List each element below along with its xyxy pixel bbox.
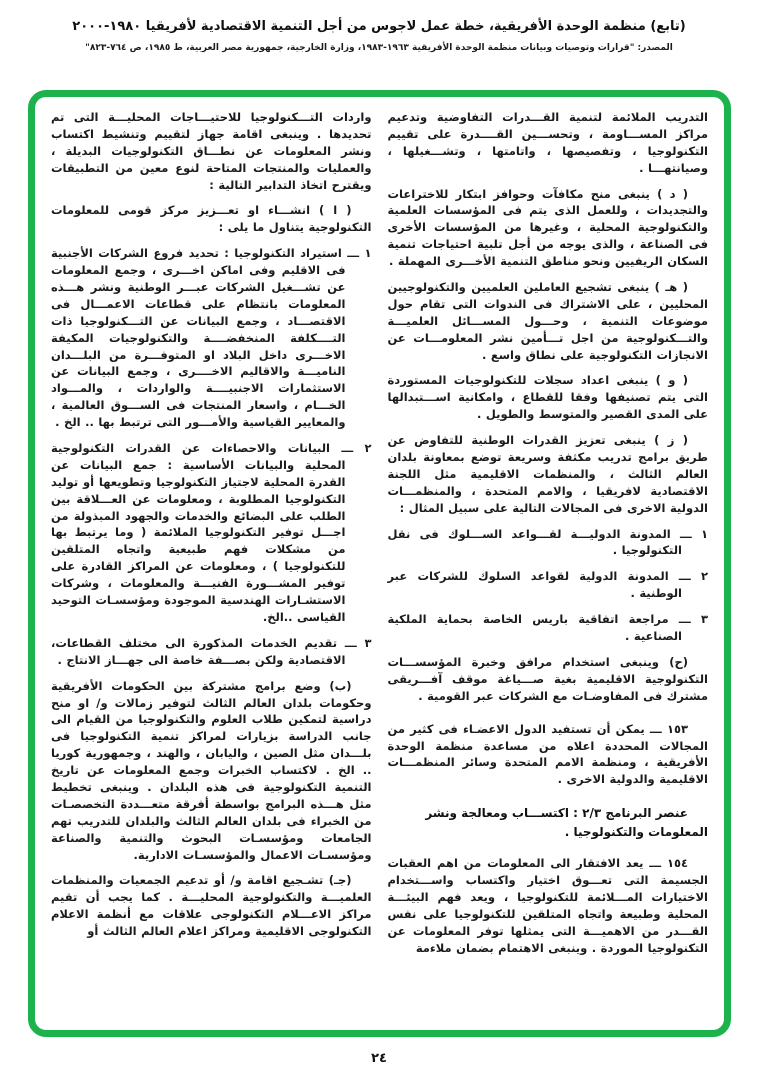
paragraph-continuation-left: واردات التـــكنولوجيا للاحتيـــاجات المحليـــة التى تم تحديدها . وينبغى اقامة جهاز لتقييم وتنشيط اكتساب ونشر المعلومات عن نطـــاق التكنولوجيات البديلة ، والعمليات والمنتجات المتاحة لنوع معين من التطبيقات ويقترح اتخاذ التدابير التالية : [51,110,372,192]
page-number: ٢٤ [371,1051,387,1066]
column-left [51,109,372,1030]
numbered-item-2-left: ٢ ـــ البيانات والاحصاءات عن القدرات التكنولوجية المحلية والبيانات الأساسية : جمع البيانات عن القدرة المحلية لاجتياز التكنولوجيا وتطويعها أو توليد التكنولوجيا المطلوبة ، ومعلومات عن العـــلاقة بين الطلب على البضائع والخدمات والجهود المبذولة من اجـــل توفير التكنولوجيا الملائمة ( وما يرتبط بها من مشكلات فهم طبيعية واتجاه المتلقين للتكنولوجيا ) ، ومعلومات عن المراكز القادرة على توفير المشـــورة الفنيـــة والمعلومات ، وشركات الاستشـارات الهندسية الموجودة ومؤسسـات التوحيد القياسى ..الخ. [51,441,372,624]
paragraph-item-b: (ب) وضع برامج مشتركة بين الحكومات الأفريقية وحكومات بلدان العالم الثالث لتوفير زمالات و/ او منح دراسية لتمكين طلاب العلوم والتكنولوجيا من القيام الى جانب الدراسة بزيارات لمراكز تنمية التكنولوجيا فى بلـــدان مثل الصين ، واليابان ، والهند ، وجمهورية كوريا .. الخ . لاكتساب الخبرات وجمع المعلومات عن تاريخ التنمية التكنولوجية فى هذه البلدان . وينبغى تخطيط مثل هـــذه البرامج بواسطة أفرقة متعـــددة التخصصـات من الخبراء فى بلدان العالم الثالث والبلدان للتدريب تهم الجامعات ومؤسسـات البحوث والتنمية والصناعة ومؤسسـات الاعمال والمؤسسـات الادارية. [51,678,372,862]
paragraph-item-z: ( ز ) ينبغى تعزيز القدرات الوطنية للتفاوض عن طريق برامج تدريب مكثفة وسريعة توضع بمعاونة بلدان العالم الثالث ، والمنظمات الاقليمية مثل اللجنة الاقتصادية لافريقيا ، والامم المتحدة ، والمنظمـــات الدولية الاخرى فى المجالات التالية على سبيل المثال : [387,433,708,515]
paragraph-item-j: (جـ) تشـجيع اقامة و/ أو تدعيم الجمعيات والمنظمات العلميـــة والتكنولوجية المحليـــة . كما يجب أن تقيم مراكز الاعـــلام التكنولوجى علاقات مع أنظمة الاعلام التكنولوجى الاقليمية ومراكز اعلام العالم الثالث أو [51,873,372,939]
column-right [388,109,709,1030]
numbered-item-3: ٣ ـــ مراجعة اتفاقية باريس الخاصة بحماية الملكية الصناعية . [387,612,708,644]
document-header [0,0,758,53]
paragraph-item-h: ( هـ ) ينبغى تشجيع العاملين العلميين والتكنولوجيين المحليين ، على الاشتراك فى الندوات التى تقام حول موضوعات التنمية ، وحـــول المســـائل العلميـــة والتـــكنولوجية من اجل تـــأمين نشر المعلومـــات عن الانجازات التكنولوجية على نطاق واسع . [387,280,708,362]
numbered-item-2: ٢ ـــ المدونة الدولية لقواعد السلوك للشركات عبر الوطنية . [387,569,708,601]
numbered-item-3-left: ٣ ـــ تقديم الخدمات المذكورة الى مختلف القطاعات، الاقتصادية ولكن بصـــفة خاصة الى جهـــاز الانتاج . [51,635,372,667]
paragraph-154: ١٥٤ ـــ يعد الافتقار الى المعلومات من اهم العقبات الجسيمة التى تعـــوق اختيار واكتساب واســـتخدام الاختيارات المـــلائمة للتكنولوجيا ، ويعد فهم البيئـــة المحلية وطبيعة واتجاه المتلقين للتكنولوجيا على نفس القـــدر من الاهميـــة التى يمثلها توفر المعلومات عن التكنولوجيا الموردة . وينبغى الاهتمام بضمان ملاءمة [387,856,708,955]
numbered-item-1-left: ١ ـــ استيراد التكنولوجيا : تحديد فروع الشركات الأجنبية فى الاقليم وفى اماكن اخـــرى ، وجمع المعلومات عن تشـــغيل الشركات عبـــر الوطنية ونشر هـــذه المعلومات بانتظام على قطاعات الاعمـــال فى الاقتصـــاد ، وجمع البيانات عن التـــكنولوجيا ذات التــــكلفة المنخفضــــة والتكنولوجيات المكيفة الاخـــرى داخل البلاد او المتوفـــرة من البلـــدان الناميـــة والاقاليم الاخــــرى ، وجمع البيانات عن الاستثمارات الاجنبيــــة والواردات ، والمـــواد الخـــام ، واسعار المنتجات فى الســـوق العالمية ، والمعايير القياسية والأمـــور التى ترتبط بها .. الخ . [51,246,372,430]
paragraph-continuation: التدريب الملائمة لتنمية القـــدرات التفاوضية وتدعيم مراكز المســـاومة ، وتحســـين القــــدرة على تقييم التكنولوجيا ، وتفصيصها ، واتامتها ، وتشـــغيلها ، وصيانتهـــا . [387,110,708,175]
paragraph-item-hh: (ح) وينبغى استخدام مرافق وخبرة المؤسســـات التكنولوجية الاقليمية بغية صـــياغة موقف آفـــريقى مشترك فى المفاوضـات مع الشركات عبر القومية . [387,654,708,703]
paragraph-153: ١٥٣ ـــ يمكن أن تستفيد الدول الاعضـاء فى كثير من المجالات المحددة اعلاه من مساعدة منظمة الوحدة الأفريقية ، ومنظمة الامم المتحدة وسائر المنظمـــات الاقليمية والدولية الاخرى . [387,721,708,787]
paragraph-item-a: ( ا ) انشـــاء او تعـــزيز مركز قومى للمعلومات التكنولوجية يتناول ما يلى : [51,203,372,235]
numbered-item-1: ١ ـــ المدونة الدوليـــة لقـــواعد الســـلوك فى نقل التكنولوجيا . [387,526,708,558]
two-column-layout [51,109,708,1030]
document-title: (تابع) منظمة الوحدة الأفريقية، خطة عمل لاجوس من أجل التنمية الاقتصادية لأفريقيا ١٩٨٠-٢٠٠٠ [72,19,686,34]
paragraph-item-w: ( و ) ينبغى اعداد سجلات للتكنولوجيات المستوردة التى يتم تصنيفها وفقا للقطاع ، وامكانية اســـتبدالها على المدى القصير والمتوسط والطويل . [387,373,708,422]
program-element-heading: عنصر البرنامج ٢/٣ : اكتســـاب ومعالجة ونشر المعلومات والتكنولوجيا . [425,806,708,839]
paragraph-item-d: ( د ) ينبغى منح مكافآت وحوافز ابتكار للاختراعات والتجديدات ، وللعمل الذى يتم فى المؤسسات العلمية والتكنولوجية المحلية ، وغيرها من المؤسسات الأخرى فى الصناعة ، والذى يوجه من أجل تلبية احتياجات تنمية السكان الريفيين ونحو مناطق التنمية الأخـــرى المهملة . [387,186,708,269]
green-border-frame [28,90,731,1037]
source-citation: المصدر: "قرارات وتوصيات وبيانات منظمة الوحدة الأفريقية ١٩٦٣-١٩٨٣، وزارة الخارجية، جمهورية مصر العربية، ط ١٩٨٥، ص ٧٦٤-٨٢٣" [85,43,673,54]
